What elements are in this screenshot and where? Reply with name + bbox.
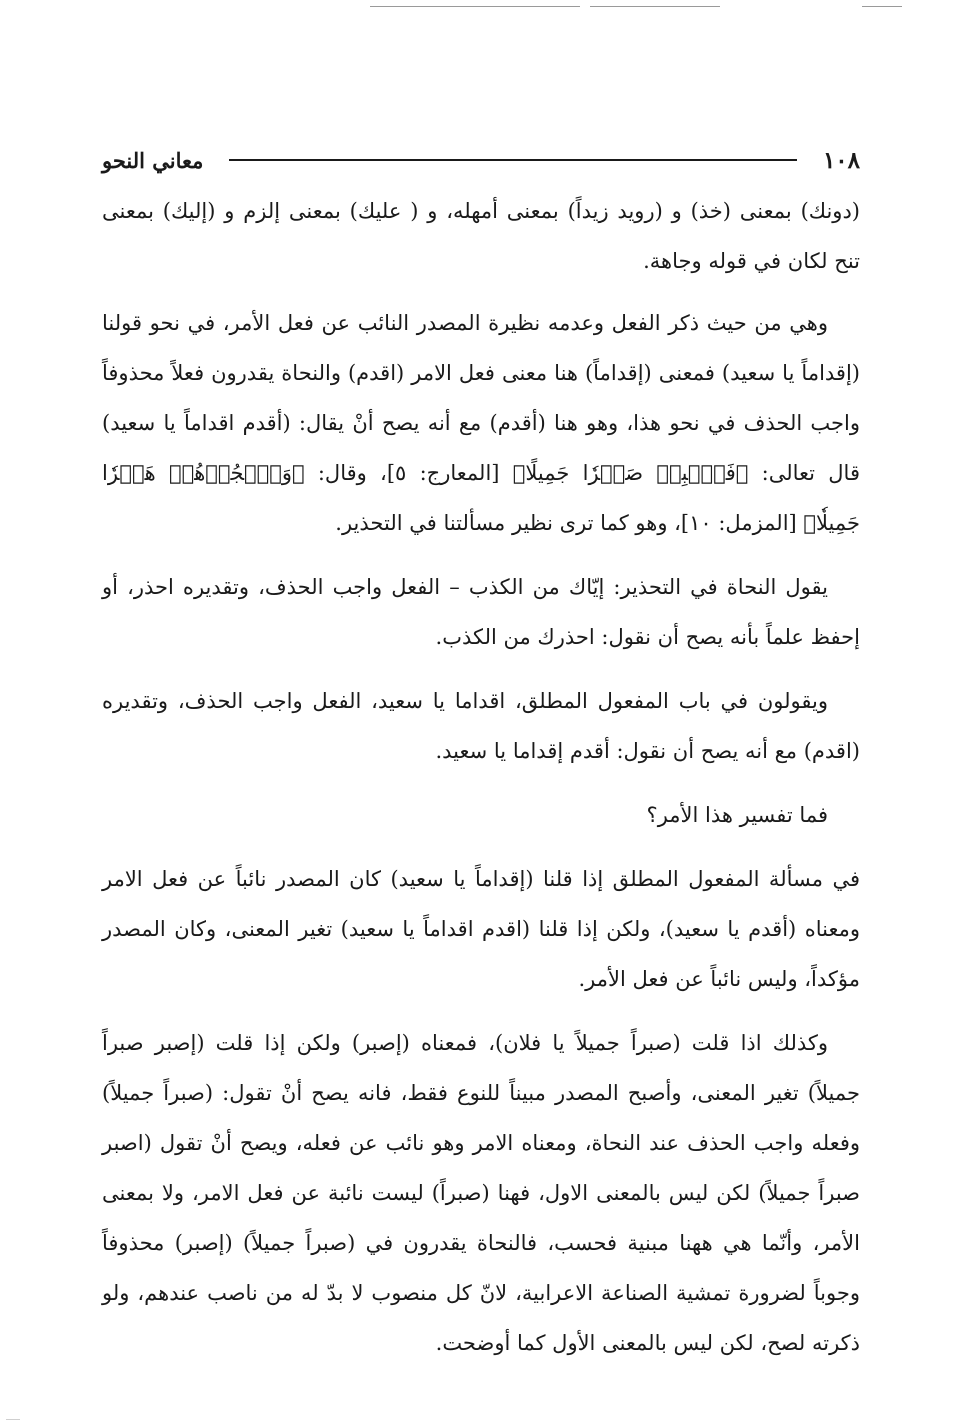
paragraph-mafool-mutlaq: ويقولون في باب المفعول المطلق، اقداما يا سعيد، الفعل واجب الحذف، وتقديره (اقدم) مع أنه يصح أن نقول: أقدم إقداما يا سعيد.	[102, 689, 860, 763]
paragraph-masdar-comparison: وهي من حيث ذكر الفعل وعدمه نظيرة المصدر النائب عن فعل الأمر، في نحو قولنا (إقداماً يا سعيد) فمعنى (إقداماً) هنا معنى فعل الامر (اقدم) والنحاة يقدرون فعلاً محذوفاً واجب الحذف في نحو هذا، وهو هنا (أقدم) مع أنه يصح أنْ يقال: (أقدم اقداماً يا سعيد) قال تعالى: ﴿فَٱصۡبِرۡ صَبۡرٗا جَمِيلًا﴾ [المعارج: ٥]، وقال: ﴿وَٱهۡجُرۡهُمۡ هَجۡرٗا جَمِيلٗا﴾ [المزمل: ١٠]، وهو كما ترى نظير مسألتنا في التحذير.	[102, 311, 860, 535]
paragraph-sabr-example: وكذلك اذا قلت (صبراً جميلاً يا فلان)، فمعناه (إصبر) ولكن إذا قلت (إصبر صبراً جميلاً) تغير المعنى، وأصبح المصدر مبيناً للنوع فقط، فانه يصح أنْ تقول: (صبراً جميلاً) وفعله واجب الحذف عند النحاة، ومعناه الامر وهو نائب عن فعله، ويصح أنْ تقول (اصبر صبراً جميلاً) لكن ليس بالمعنى الاول، فهنا (صبراً) ليست نائبة عن فعل الامر، ولا بمعنى الأمر، وأنّما هي ههنا مبنية فحسب، فالنحاة يقدرون في (صبراً جميلاً) (إصبر) محذوفاً وجوباً لضرورة تمشية الصناعة الاعرابية، لانّ كل منصوب لا بدّ له من ناصب عندهم، ولو ذكرته لصح، لكن ليس بالمعنى الأول كما أوضحت.	[102, 1031, 860, 1355]
scan-line	[370, 6, 580, 7]
paragraph-explanation: في مسألة المفعول المطلق إذا قلنا (إقداماً يا سعيد) كان المصدر نائباً عن فعل الامر ومعناه (أقدم يا سعيد)، ولكن إذا قلنا (اقدم اقداماً يا سعيد) تغير المعنى، وكان المصدر مؤكداً، وليس نائباً عن فعل الأمر.	[102, 867, 860, 991]
scan-line	[862, 6, 902, 7]
scan-line	[590, 6, 720, 7]
paragraph-tahdhir: يقول النحاة في التحذير: إيّاك من الكذب – الفعل واجب الحذف، وتقديره احذر، أو إحفظ علماً بأنه يصح أن نقول: احذرك من الكذب.	[102, 575, 860, 649]
paragraph-continuation: (دونك) بمعنى (خذ) و (رويد زيداً) بمعنى أمهله، و ( عليك) بمعنى إلزم و (إليك) بمعنى تنح لكان في قوله وجاهة.	[102, 199, 860, 273]
book-page	[102, 140, 860, 1382]
book-title: معاني النحو	[102, 147, 204, 173]
scan-corner-mark	[6, 1413, 20, 1420]
scan-edge-marks	[0, 0, 979, 14]
paragraph-question: فما تفسير هذا الأمر؟	[646, 803, 828, 827]
header-rule	[229, 159, 797, 161]
page-number: ١٠٨	[822, 146, 860, 174]
running-header	[102, 140, 860, 180]
